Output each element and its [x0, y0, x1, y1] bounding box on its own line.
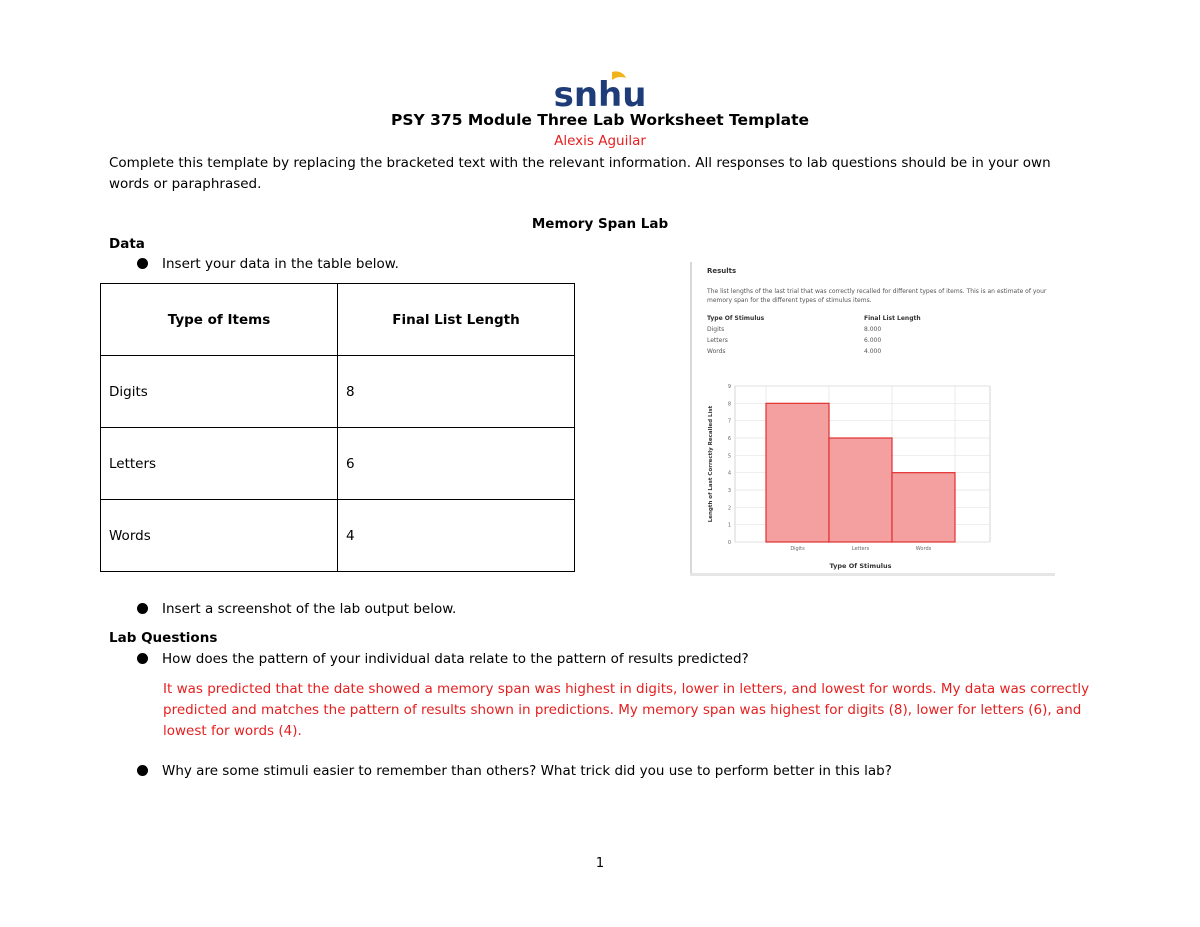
x-axis-label: Type Of Stimulus	[829, 562, 892, 570]
lab-output-screenshot	[690, 262, 1055, 576]
memory-span-chart	[690, 376, 1055, 576]
bullet-insert-screenshot-text: Insert a screenshot of the lab output below.	[162, 601, 457, 617]
data-table	[100, 283, 575, 572]
bullet-insert-data-text: Insert your data in the table below.	[162, 256, 399, 272]
lab-heading: Memory Span Lab	[531, 216, 669, 232]
results-description: The list lengths of the last trial that was correctly recalled for different types of items. This is an estimate of your memory span for the different types of stimulus items.	[707, 288, 1047, 304]
lab-questions-heading: Lab Questions	[109, 630, 218, 646]
table-row	[101, 356, 575, 428]
results-row-value: 4.000	[864, 348, 882, 355]
question-2	[137, 763, 892, 779]
results-col2-header: Final List Length	[864, 315, 921, 322]
y-tick-label: 3	[727, 488, 731, 494]
y-tick-label: 5	[727, 453, 731, 460]
table-header-cell: Final List Length	[338, 284, 575, 356]
table-cell: Words	[101, 500, 338, 572]
results-label: Results	[707, 267, 737, 275]
table-header-cell: Type of Items	[101, 284, 338, 356]
table-header-row	[101, 284, 575, 356]
bullet-icon	[137, 765, 148, 776]
results-col1-header: Type Of Stimulus	[707, 315, 765, 322]
bullet-icon	[137, 653, 148, 664]
svg-text:snhu: snhu	[553, 75, 647, 115]
bar	[829, 438, 892, 542]
y-tick-label: 6	[727, 436, 731, 442]
document-title: PSY 375 Module Three Lab Worksheet Template	[390, 111, 810, 129]
intro-text: Complete this template by replacing the bracketed text with the relevant information. All responses to lab questions should be in your own words or paraphrased.	[109, 155, 1051, 192]
bullet-insert-screenshot	[137, 601, 456, 617]
table-cell: Digits	[101, 356, 338, 428]
x-tick-label: Words	[915, 546, 932, 552]
answer-1: It was predicted that the date showed a memory span was highest in digits, lower in letters, and lowest for words. My data was correctly predicted and matches the pattern of results shown in predictions. My memory span was highest for digits (8), lower for letters (6), and lowest for words (4).	[163, 681, 1090, 739]
bullet-icon	[137, 603, 148, 614]
x-tick-label: Letters	[851, 546, 870, 552]
snhu-logo	[553, 70, 647, 115]
question-2-text: Why are some stimuli easier to remember than others? What trick did you use to perform better in this lab?	[162, 763, 892, 779]
results-row-value: 8.000	[864, 326, 882, 333]
y-axis-label: Length of Last Correctly Recalled List	[708, 405, 714, 523]
table-cell: 6	[338, 428, 575, 500]
results-row-value: 6.000	[864, 337, 882, 344]
bullet-icon	[137, 258, 148, 269]
y-tick-label: 0	[727, 540, 731, 546]
y-tick-label: 9	[727, 384, 731, 390]
y-tick-label: 7	[727, 418, 731, 425]
table-cell: 8	[338, 356, 575, 428]
y-tick-label: 2	[727, 505, 731, 512]
x-tick-label: Digits	[790, 546, 805, 552]
results-row-label: Words	[707, 348, 726, 355]
table-row	[101, 500, 575, 572]
table-cell: 4	[338, 500, 575, 572]
bar	[892, 473, 955, 542]
author-name: Alexis Aguilar	[554, 133, 646, 149]
table-cell: Letters	[101, 428, 338, 500]
question-1-text: How does the pattern of your individual data relate to the pattern of results predicted?	[162, 651, 749, 667]
bar	[766, 403, 829, 542]
table-row	[101, 428, 575, 500]
y-tick-label: 1	[727, 522, 731, 529]
bullet-insert-data	[137, 256, 399, 272]
y-tick-label: 8	[727, 401, 731, 408]
results-row-label: Letters	[707, 337, 728, 344]
results-row-label: Digits	[707, 326, 725, 333]
y-tick-label: 4	[727, 470, 731, 477]
question-1	[137, 651, 749, 667]
data-heading: Data	[109, 236, 145, 252]
page-number: 1	[595, 856, 605, 871]
screenshot-bottom-edge	[690, 573, 1055, 576]
